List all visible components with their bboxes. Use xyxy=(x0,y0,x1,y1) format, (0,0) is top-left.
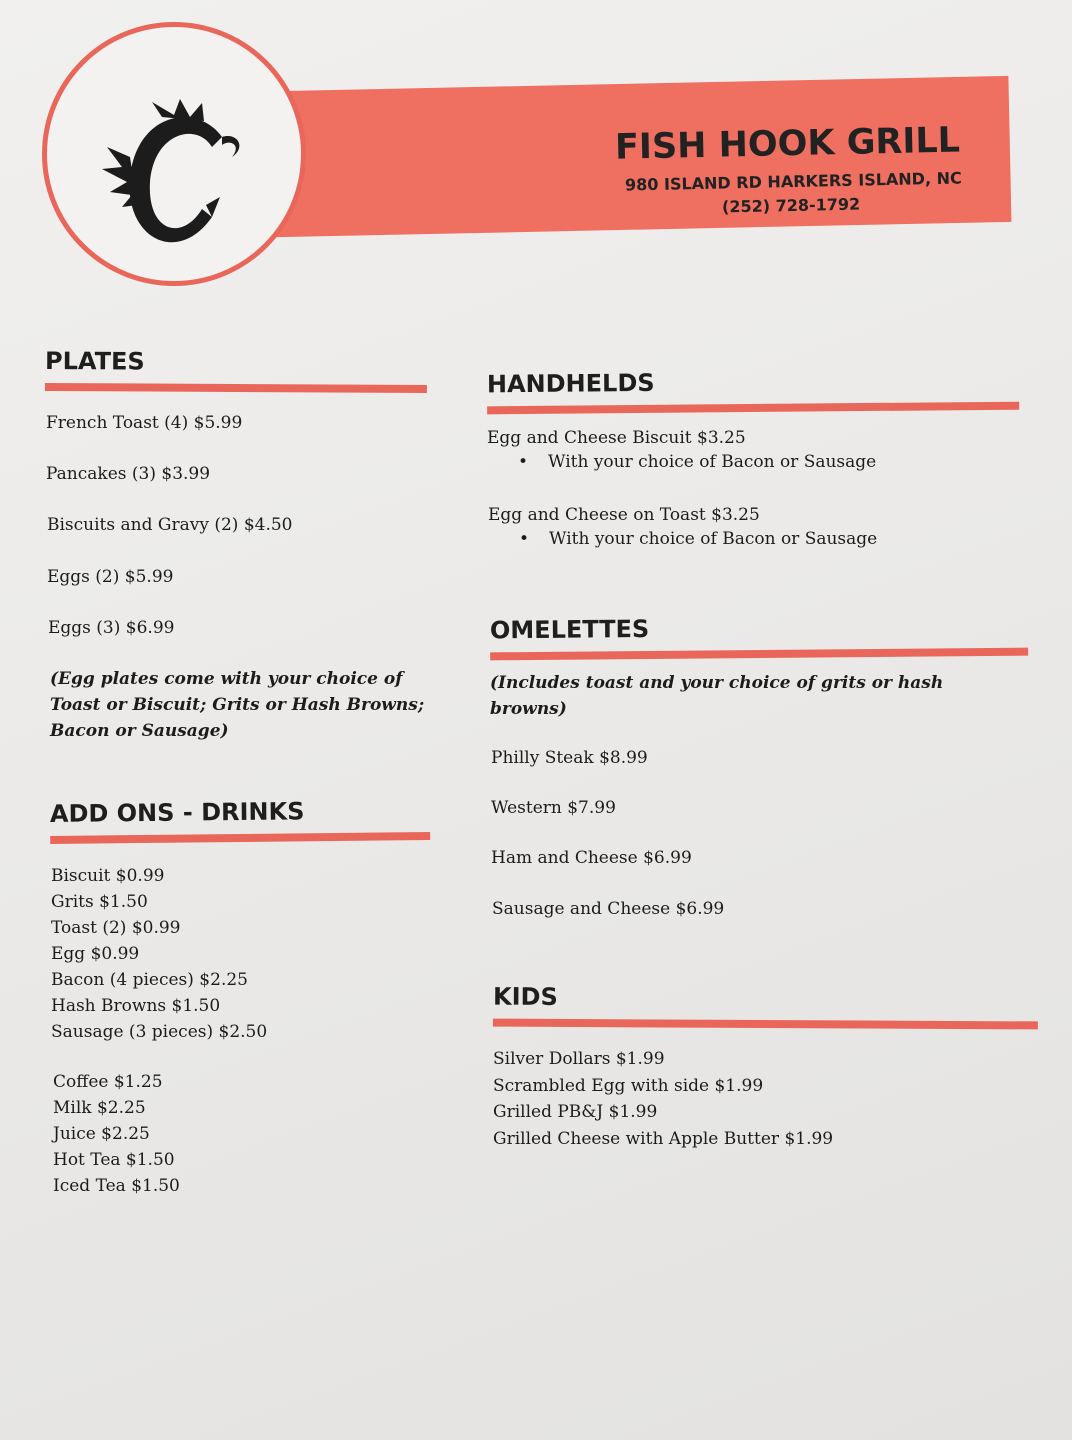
section-divider xyxy=(50,832,430,844)
list-item: Egg and Cheese on Toast $3.25 xyxy=(488,505,760,525)
list-item: Scrambled Egg with side $1.99 xyxy=(493,1075,764,1096)
section-title-handhelds: HANDHELDS xyxy=(486,368,655,399)
list-item: Ham and Cheese $6.99 xyxy=(491,848,692,868)
plates-note: (Egg plates come with your choice of Toast or Biscuit; Grits or Hash Browns; Bacon or Sausage) xyxy=(50,669,425,741)
section-title-addons: ADD ONS - DRINKS xyxy=(49,797,305,828)
list-item: Milk $2.25 xyxy=(53,1098,146,1118)
list-item: Iced Tea $1.50 xyxy=(53,1176,180,1196)
section-divider xyxy=(45,383,427,393)
list-item: Grits $1.50 xyxy=(51,892,148,912)
list-item-option: • With your choice of Bacon or Sausage xyxy=(488,452,876,472)
list-item: Egg and Cheese Biscuit $3.25 xyxy=(487,428,746,448)
section-divider xyxy=(487,402,1019,415)
kids-list xyxy=(493,1046,833,1152)
section-divider xyxy=(490,648,1028,661)
addons-section xyxy=(50,796,430,844)
list-item: Western $7.99 xyxy=(491,798,616,818)
handhelds-section xyxy=(487,366,1019,415)
list-item: Toast (2) $0.99 xyxy=(51,918,181,938)
list-item: Coffee $1.25 xyxy=(53,1072,163,1092)
drinks-list xyxy=(53,1069,180,1199)
section-title-omelettes: OMELETTES xyxy=(489,614,650,645)
logo xyxy=(42,22,306,286)
list-item: Hash Browns $1.50 xyxy=(51,996,221,1016)
list-item: Silver Dollars $1.99 xyxy=(493,1049,665,1069)
list-item: Eggs (3) $6.99 xyxy=(48,618,175,638)
section-title-plates: PLATES xyxy=(44,347,145,376)
list-item: Eggs (2) $5.99 xyxy=(47,567,174,587)
omelettes-note: (Includes toast and your choice of grits or hash browns) xyxy=(490,673,944,719)
section-title-kids: KIDS xyxy=(492,982,558,1011)
plates-section xyxy=(45,347,427,393)
restaurant-name: FISH HOOK GRILL xyxy=(614,120,961,168)
list-item: Juice $2.25 xyxy=(53,1124,150,1144)
fish-hook-logo-icon xyxy=(102,97,252,267)
list-item: Pancakes (3) $3.99 xyxy=(46,464,211,484)
list-item: Sausage (3 pieces) $2.50 xyxy=(51,1022,268,1042)
list-item: Biscuits and Gravy (2) $4.50 xyxy=(47,515,293,535)
list-item: Grilled Cheese with Apple Butter $1.99 xyxy=(493,1128,834,1149)
list-item: Hot Tea $1.50 xyxy=(53,1150,175,1170)
kids-section xyxy=(493,983,1038,1030)
list-item: Grilled PB&J $1.99 xyxy=(493,1102,658,1122)
list-item: Egg $0.99 xyxy=(51,944,140,964)
list-item: Philly Steak $8.99 xyxy=(491,748,648,768)
list-item: Bacon (4 pieces) $2.25 xyxy=(51,970,248,990)
addons-list xyxy=(51,863,267,1045)
restaurant-phone: (252) 728-1792 xyxy=(721,194,861,217)
list-item-option: • With your choice of Bacon or Sausage xyxy=(489,529,877,549)
list-item: Sausage and Cheese $6.99 xyxy=(492,899,725,919)
list-item: Biscuit $0.99 xyxy=(51,866,165,886)
omelettes-section xyxy=(490,612,1028,661)
section-divider xyxy=(493,1019,1038,1030)
list-item: French Toast (4) $5.99 xyxy=(46,413,243,433)
restaurant-address: 980 ISLAND RD HARKERS ISLAND, NC xyxy=(624,168,962,195)
